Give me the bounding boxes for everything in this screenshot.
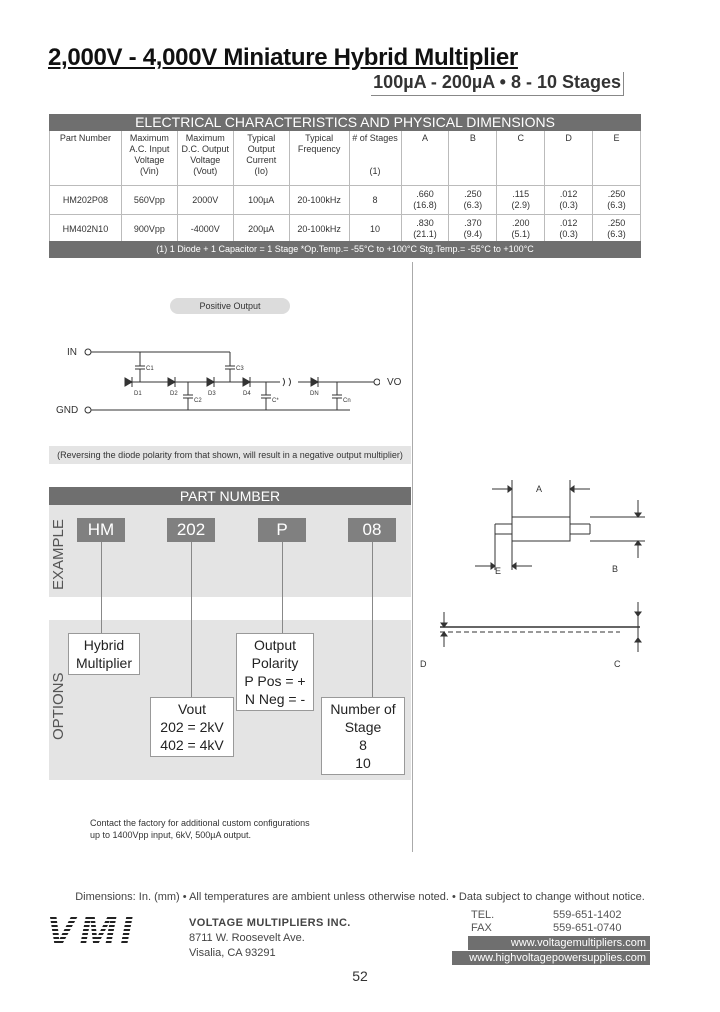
table-cell-line: .012 xyxy=(559,218,578,228)
c3-label: C3 xyxy=(236,366,244,372)
dimension-drawing xyxy=(420,470,650,680)
disclaimer: Dimensions: In. (mm) • All temperatures are ambient unless otherwise noted. • Data subject to change without notice. xyxy=(75,891,645,903)
d2-label: D2 xyxy=(170,391,178,397)
table-cell xyxy=(50,215,122,244)
option-hybrid-multiplier xyxy=(68,633,140,675)
cn-label: Cn xyxy=(343,398,351,404)
column-header-line: Frequency xyxy=(297,144,341,154)
column-header-line: Maximum xyxy=(185,133,225,143)
dim-label-b: B xyxy=(612,564,619,574)
table-cell xyxy=(233,186,289,215)
contact-line: up to 1400Vpp input, 6kV, 500µA output. xyxy=(90,830,251,840)
column-header xyxy=(401,131,449,186)
d3-label: D3 xyxy=(208,391,216,397)
column-header-line xyxy=(351,144,400,155)
company-address-1: 8711 W. Roosevelt Ave. xyxy=(189,932,305,944)
option-line: Output xyxy=(253,637,297,653)
option-line: 8 xyxy=(359,737,367,753)
table-cell-line: 100µA xyxy=(248,194,275,205)
c2-label: C2 xyxy=(194,398,202,404)
vo-terminal xyxy=(374,379,380,385)
column-header-line: Voltage xyxy=(134,155,165,165)
option-polarity xyxy=(236,633,314,711)
in-terminal xyxy=(85,349,91,355)
column-header-line: Output xyxy=(247,144,275,154)
part-number-heading: PART NUMBER xyxy=(49,487,411,505)
example-code-stages: 08 xyxy=(348,518,396,542)
column-header-line: # of Stages xyxy=(352,133,398,143)
column-header-line: Voltage xyxy=(190,155,221,165)
column-header xyxy=(121,131,177,186)
options-label: OPTIONS xyxy=(50,672,67,740)
table-cell-line: (9.4) xyxy=(463,229,483,239)
table-cell-line: .200 xyxy=(511,218,530,228)
column-header-line: E xyxy=(613,133,620,143)
d4-label: D4 xyxy=(243,391,251,397)
table-cell-line: (5.1) xyxy=(511,229,530,239)
table-cell-line: .012 xyxy=(559,189,578,199)
table-row xyxy=(50,215,641,244)
column-header-line: Maximum xyxy=(129,133,169,143)
fax-label: FAX xyxy=(471,922,492,934)
column-header xyxy=(593,131,641,186)
table-cell xyxy=(177,186,233,215)
example-code-vout: 202 xyxy=(167,518,215,542)
table-cell-line: .250 xyxy=(464,189,482,199)
table-cell-line: (6.3) xyxy=(463,200,483,210)
column-header-line: C xyxy=(517,133,524,143)
table-cell-line: (21.1) xyxy=(413,229,437,239)
tel-label: TEL. xyxy=(471,909,495,921)
table-cell xyxy=(289,215,349,244)
table-cell xyxy=(593,215,641,244)
option-line: 402 = 4kV xyxy=(160,737,224,753)
company-name: VOLTAGE MULTIPLIERS INC. xyxy=(189,917,351,929)
option-stages xyxy=(321,697,405,775)
option-line: 10 xyxy=(355,755,371,771)
option-line: Polarity xyxy=(251,655,299,671)
in-label: IN xyxy=(67,347,77,358)
logo-text: VMI xyxy=(46,909,137,949)
dim-label-c: C xyxy=(614,659,621,669)
option-line: 202 = 2kV xyxy=(160,719,224,735)
table-heading: ELECTRICAL CHARACTERISTICS AND PHYSICAL DIMENSIONS xyxy=(49,114,641,131)
column-header-line: Current xyxy=(246,155,277,165)
table-cell-line: HM402N10 xyxy=(62,223,109,234)
column-header-line: (Io) xyxy=(254,166,268,176)
table-cell-line: (16.8) xyxy=(413,200,437,210)
spec-table xyxy=(49,131,641,244)
column-header-line: A.C. Input xyxy=(129,144,170,154)
connector-stages xyxy=(372,542,373,698)
table-cell xyxy=(349,186,401,215)
cstar-label: C* xyxy=(272,398,279,404)
gnd-label: GND xyxy=(56,405,79,416)
dim-label-a: A xyxy=(536,484,543,494)
table-cell-line: 20-100kHz xyxy=(297,194,341,205)
dn-label: DN xyxy=(310,391,319,397)
column-header-line: A xyxy=(421,133,428,143)
table-cell-line: 900Vpp xyxy=(133,223,165,234)
contact-note xyxy=(90,817,310,841)
table-cell-line: (6.3) xyxy=(607,229,626,239)
option-line: Vout xyxy=(177,701,207,717)
dim-label-e: E xyxy=(495,566,502,576)
d1-label: D1 xyxy=(134,391,142,397)
table-cell-line: 560Vpp xyxy=(133,194,165,205)
table-cell xyxy=(121,215,177,244)
column-header-line xyxy=(351,155,400,166)
table-cell-line: 10 xyxy=(370,223,381,234)
column-header-line: (Vout) xyxy=(193,166,218,176)
column-header xyxy=(289,131,349,186)
page-title: 2,000V - 4,000V Miniature Hybrid Multiplier xyxy=(48,44,518,71)
option-line: Stage xyxy=(344,719,382,735)
table-cell xyxy=(349,215,401,244)
table-cell xyxy=(497,215,545,244)
multiplier-schematic xyxy=(80,340,380,420)
column-header-line: D xyxy=(565,133,572,143)
table-cell-line: .830 xyxy=(416,218,434,228)
table-row xyxy=(50,186,641,215)
option-line: Hybrid xyxy=(83,637,125,653)
polarity-note: (Reversing the diode polarity from that shown, will result in a negative output multiplier) xyxy=(49,446,411,464)
column-header xyxy=(233,131,289,186)
table-cell xyxy=(121,186,177,215)
table-cell-line: .250 xyxy=(607,218,626,228)
column-header xyxy=(349,131,401,186)
table-cell xyxy=(177,215,233,244)
table-cell xyxy=(401,215,449,244)
table-cell xyxy=(449,215,497,244)
table-footnote: (1) 1 Diode + 1 Capacitor = 1 Stage *Op.Temp.= -55°C to +100°C Stg.Temp.= -55°C to +100°C xyxy=(49,241,641,258)
column-header-line: Typical xyxy=(305,133,334,143)
connector-vout xyxy=(191,542,192,698)
column-header-line: Typical xyxy=(247,133,276,143)
option-line: Multiplier xyxy=(75,655,132,671)
table-cell-line: .370 xyxy=(464,218,482,228)
table-cell xyxy=(545,186,593,215)
vo-label: VO xyxy=(387,377,402,388)
column-divider xyxy=(412,262,413,852)
fax-number: 559-651-0740 xyxy=(553,922,622,934)
table-cell xyxy=(593,186,641,215)
table-cell-line: .115 xyxy=(512,189,530,199)
table-cell-line: .250 xyxy=(607,189,626,199)
table-cell-line: 20-100kHz xyxy=(297,223,341,234)
company-block xyxy=(189,916,351,961)
page-subtitle: 100µA - 200µA • 8 - 10 Stages xyxy=(371,72,624,96)
dim-label-d: D xyxy=(420,659,427,669)
table-cell-line: (0.3) xyxy=(559,229,578,239)
table-cell xyxy=(497,186,545,215)
tel-number: 559-651-1402 xyxy=(553,909,622,921)
table-cell xyxy=(449,186,497,215)
connector-hm xyxy=(101,542,102,634)
option-line: N Neg = - xyxy=(244,691,306,707)
column-header xyxy=(497,131,545,186)
column-header-line: (Vin) xyxy=(139,166,159,176)
table-cell-line: (2.9) xyxy=(511,200,530,210)
column-header xyxy=(545,131,593,186)
table-cell-line: -4000V xyxy=(190,223,220,234)
vmi-logo xyxy=(44,909,178,949)
table-cell-line: 8 xyxy=(372,194,378,205)
contact-line: Contact the factory for additional custom configurations xyxy=(90,818,310,828)
gnd-terminal xyxy=(85,407,91,413)
table-cell-line: .660 xyxy=(416,189,434,199)
table-cell xyxy=(401,186,449,215)
connector-polarity xyxy=(282,542,283,634)
column-header xyxy=(50,131,122,186)
example-label: EXAMPLE xyxy=(50,519,67,590)
schematic-title: Positive Output xyxy=(170,298,290,314)
c1-label: C1 xyxy=(146,366,154,372)
table-cell xyxy=(289,186,349,215)
example-code-polarity: P xyxy=(258,518,306,542)
page-number: 52 xyxy=(352,968,368,984)
table-cell-line: HM202P08 xyxy=(62,194,108,205)
column-header-line: (1) xyxy=(369,166,381,176)
company-address-2: Visalia, CA 93291 xyxy=(189,947,276,959)
table-cell xyxy=(233,215,289,244)
option-line: Number of xyxy=(330,701,396,717)
column-header-line: B xyxy=(469,133,476,143)
option-line: P Pos = + xyxy=(244,673,306,689)
table-cell-line: (0.3) xyxy=(559,200,578,210)
option-vout xyxy=(150,697,234,757)
table-cell-line: (6.3) xyxy=(607,200,626,210)
table-cell-line: 2000V xyxy=(192,194,219,205)
example-code-hm: HM xyxy=(77,518,125,542)
column-header xyxy=(177,131,233,186)
column-header-line: D.C. Output xyxy=(181,144,230,154)
column-header xyxy=(449,131,497,186)
website-link-1[interactable]: www.voltagemultipliers.com xyxy=(468,936,650,950)
table-cell-line: 200µA xyxy=(248,223,275,234)
table-cell xyxy=(50,186,122,215)
website-link-2[interactable]: www.highvoltagepowersupplies.com xyxy=(452,951,650,965)
table-cell xyxy=(545,215,593,244)
column-header-line: Part Number xyxy=(59,133,111,143)
